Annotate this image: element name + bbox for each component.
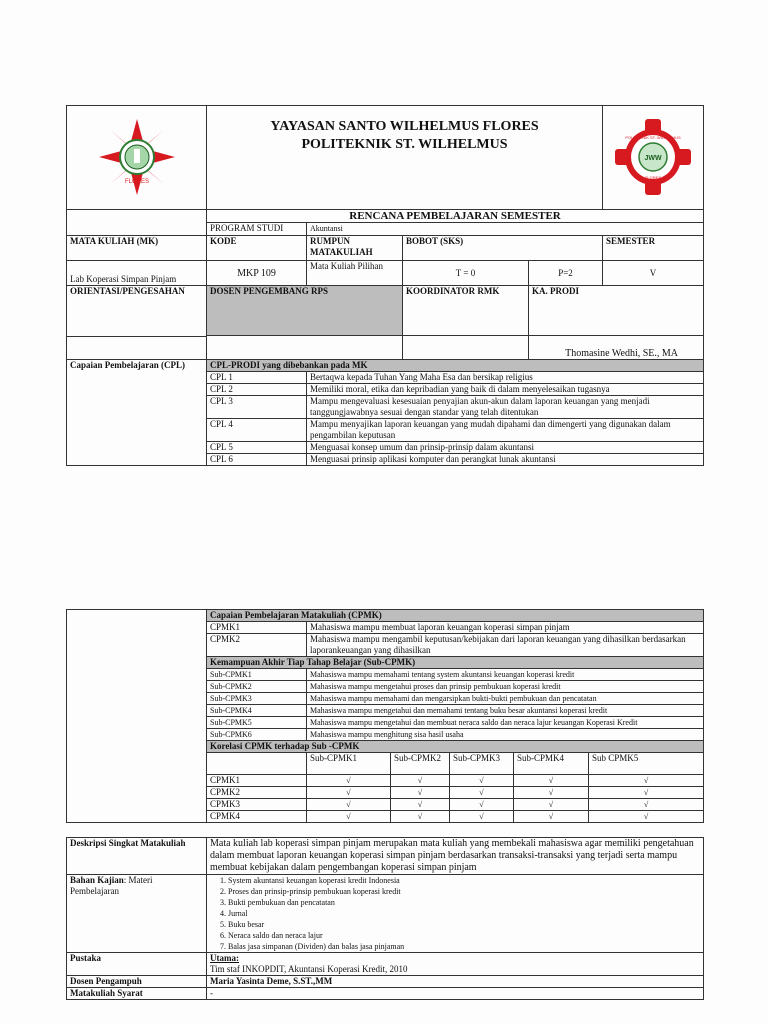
- right-logo-icon: [613, 117, 693, 197]
- korelasi-col: Sub-CPMK3: [450, 753, 514, 775]
- check-mark: √: [391, 787, 450, 799]
- check-mark: √: [391, 811, 450, 823]
- list-item: 1. System akuntansi keuangan koperasi kredit Indonesia: [228, 875, 700, 886]
- subcpmk-code: Sub-CPMK1: [207, 669, 307, 681]
- left-logo-cell: [67, 106, 207, 210]
- check-mark: √: [391, 799, 450, 811]
- list-item: 2. Proses dan prinsip-prinsip pembukuan koperasi kredit: [228, 886, 700, 897]
- cpmk-text: Mahasiswa mampu mengambil keputusan/kebijakan dari laporan keuangan yang dihasilkan berdasarkan laporankeuangan yang dihasilkan: [307, 634, 704, 657]
- korelasi-row-label: CPMK3: [207, 799, 307, 811]
- check-mark: √: [307, 811, 391, 823]
- list-item: 3. Bukti pembukuan dan pencatatan: [228, 897, 700, 908]
- syarat-label: Matakuliah Syarat: [67, 988, 207, 1000]
- subcpmk-code: Sub-CPMK6: [207, 729, 307, 741]
- pustaka-text: Tim staf INKOPDIT, Akuntansi Koperasi Kredit, 2010: [210, 964, 408, 974]
- orientasi-label: ORIENTASI/PENGESAHAN: [67, 286, 207, 337]
- empty-cell: [207, 753, 307, 775]
- right-logo-cell: [603, 106, 704, 210]
- orientasi-sign-table: [66, 308, 704, 360]
- bahan-label-bold: Bahan Kajian: [70, 875, 124, 885]
- subcpmk-text: Mahasiswa mampu memahami tentang system akuntansi keuangan koperasi kredit: [307, 669, 704, 681]
- check-mark: √: [589, 787, 704, 799]
- list-item: 6. Neraca saldo dan neraca lajur: [228, 930, 700, 941]
- check-mark: √: [514, 775, 589, 787]
- dosen-pengembang: DOSEN PENGEMBANG RPS: [207, 286, 403, 336]
- kaprodi: KA. PRODI: [529, 286, 704, 336]
- cpl-code: CPL 4: [207, 419, 307, 442]
- check-mark: √: [307, 787, 391, 799]
- syarat-value: -: [207, 988, 704, 1000]
- subcpmk-text: Mahasiswa mampu mengetahui dan membuat neraca saldo dan neraca lajur keuangan Koperasi Kredit: [307, 717, 704, 729]
- check-mark: √: [514, 811, 589, 823]
- korelasi-col: Sub CPMK5: [589, 753, 704, 775]
- right-logo-text: POLITEKNIK ST. WILHELMUS: [625, 135, 681, 140]
- right-logo-city: FLORES: [645, 175, 662, 180]
- course-name: Lab Koperasi Simpan Pinjam: [67, 261, 207, 286]
- rps-detail-table: [66, 609, 704, 823]
- institution-title-cell: [207, 106, 603, 210]
- check-mark: √: [514, 787, 589, 799]
- cpmk-code: CPMK1: [207, 622, 307, 634]
- check-mark: √: [391, 775, 450, 787]
- cpl-text: Bertaqwa kepada Tuhan Yang Maha Esa dan bersikap religius: [307, 372, 704, 384]
- korelasi-row-label: CPMK2: [207, 787, 307, 799]
- dosen-sign: [207, 308, 403, 359]
- list-item: 4. Jurnal: [228, 908, 700, 919]
- pustaka-cell: [207, 953, 704, 976]
- cpl-header: CPL-PRODI yang dibebankan pada MK: [207, 360, 704, 372]
- cpl-text: Menguasai prinsip aplikasi komputer dan perangkat lunak akuntansi: [307, 454, 704, 466]
- check-mark: √: [514, 799, 589, 811]
- rps-header-table: [66, 105, 704, 337]
- cpl-text: Menguasai konsep umum dan prinsip-prinsip dalam akuntansi: [307, 442, 704, 454]
- cpmk-code: CPMK2: [207, 634, 307, 657]
- left-logo-text: FLORES: [124, 179, 149, 185]
- right-logo-short: JWW: [644, 155, 662, 162]
- korelasi-col: Sub-CPMK1: [307, 753, 391, 775]
- koordinator-sign: [403, 308, 529, 359]
- cpmk-header: Capaian Pembelajaran Matakuliah (CPMK): [207, 610, 704, 622]
- cpl-code: CPL 3: [207, 396, 307, 419]
- check-mark: √: [450, 775, 514, 787]
- subcpmk-code: Sub-CPMK4: [207, 705, 307, 717]
- list-item: 5. Buku besar: [228, 919, 700, 930]
- kaprodi-name: Thomasine Wedhi, SE., MA: [529, 308, 704, 359]
- dosen-label: Dosen Pengampuh: [67, 976, 207, 988]
- check-mark: √: [450, 787, 514, 799]
- bahan-list: [210, 875, 700, 952]
- col-bobot: BOBOT (SKS): [403, 236, 603, 261]
- rps-description-table: [66, 837, 704, 1000]
- cpl-label: Capaian Pembelajaran (CPL): [67, 360, 207, 466]
- bahan-label-rest: : Materi Pembelajaran: [70, 875, 153, 896]
- korelasi-row-label: CPMK4: [207, 811, 307, 823]
- deskripsi-label: Deskripsi Singkat Matakuliah: [67, 838, 207, 875]
- polytechnic-name: POLITEKNIK ST. WILHELMUS: [301, 137, 508, 152]
- course-kode: MKP 109: [207, 261, 307, 286]
- col-kode: KODE: [207, 236, 307, 261]
- check-mark: √: [589, 811, 704, 823]
- check-mark: √: [450, 811, 514, 823]
- pustaka-utama: Utama:: [210, 953, 239, 963]
- pustaka-label: Pustaka: [67, 953, 207, 976]
- cpl-code: CPL 6: [207, 454, 307, 466]
- subcpmk-code: Sub-CPMK5: [207, 717, 307, 729]
- cpl-table: [66, 359, 704, 466]
- check-mark: √: [307, 799, 391, 811]
- col-mk: MATA KULIAH (MK): [67, 236, 207, 261]
- bahan-list-cell: [207, 875, 704, 953]
- course-t: T = 0: [403, 261, 529, 286]
- koordinator: KOORDINATOR RMK: [403, 286, 529, 336]
- subcpmk-text: Mahasiswa mampu memahami dan mengarsipkan bukti-bukti pembukuan dan pencatatan: [307, 693, 704, 705]
- cpl-code: CPL 2: [207, 384, 307, 396]
- course-rumpun: Mata Kuliah Pilihan: [307, 261, 403, 286]
- subcpmk-code: Sub-CPMK3: [207, 693, 307, 705]
- cpl-text: Memiliki moral, etika dan kepribadian yang baik di dalam menyelesaikan tugasnya: [307, 384, 704, 396]
- korelasi-header: Korelasi CPMK terhadap Sub -CPMK: [207, 741, 704, 753]
- cpl-code: CPL 5: [207, 442, 307, 454]
- check-mark: √: [589, 799, 704, 811]
- check-mark: √: [450, 799, 514, 811]
- subcpmk-code: Sub-CPMK2: [207, 681, 307, 693]
- check-mark: √: [307, 775, 391, 787]
- bahan-label: [67, 875, 207, 953]
- empty-cell: [67, 210, 207, 236]
- subcpmk-text: Mahasiswa mampu menghitung sisa hasil usaha: [307, 729, 704, 741]
- korelasi-row-label: CPMK1: [207, 775, 307, 787]
- cpl-text: Mampu menyajikan laporan keuangan yang mudah dipahami dan dimengerti yang digunakan dalam pengambilan keputusan: [307, 419, 704, 442]
- korelasi-col: Sub-CPMK4: [514, 753, 589, 775]
- col-rumpun: RUMPUN MATAKULIAH: [307, 236, 403, 261]
- subcpmk-header: Kemampuan Akhir Tiap Tahap Belajar (Sub-CPMK): [207, 657, 704, 669]
- check-mark: √: [589, 775, 704, 787]
- col-semester: SEMESTER: [603, 236, 704, 261]
- cpl-text: Mampu mengevaluasi kesesuaian penyajian akun-akun dalam laporan keuangan yang menjadi tanggungjawabnya sesuai dengan standar yang telah ditentukan: [307, 396, 704, 419]
- korelasi-col: Sub-CPMK2: [391, 753, 450, 775]
- course-semester: V: [603, 261, 704, 286]
- program-value: Akuntansi: [307, 223, 704, 236]
- dosen-value: Maria Yasinta Deme, S.ST.,MM: [207, 976, 704, 988]
- deskripsi-text: Mata kuliah lab koperasi simpan pinjam merupakan mata kuliah yang membekali mahasiswa agar memiliki pengetahuan dalam membuat laporan keuangan koperasi simpan pinjam berdasarkan transaksi-transaksi yang terjadi serta mampu membuat kebijakan dalam pengembangan koperasi simpan pinjam: [207, 838, 704, 875]
- left-logo-icon: [97, 117, 177, 197]
- institution-name: YAYASAN SANTO WILHELMUS FLORES: [270, 119, 539, 134]
- subcpmk-text: Mahasiswa mampu mengetahui dan memahami tentang buku besar akuntansi koperasi kredit: [307, 705, 704, 717]
- empty-cell: [67, 610, 207, 823]
- list-item: 7. Balas jasa simpanan (Dividen) dan balas jasa pinjaman: [228, 941, 700, 952]
- cpl-code: CPL 1: [207, 372, 307, 384]
- cpmk-text: Mahasiswa mampu membuat laporan keuangan koperasi simpan pinjam: [307, 622, 704, 634]
- subcpmk-text: Mahasiswa mampu mengetahui proses dan prinsip pembukuan koperasi kredit: [307, 681, 704, 693]
- empty-cell: [67, 308, 207, 359]
- rps-title: RENCANA PEMBELAJARAN SEMESTER: [207, 210, 704, 223]
- program-label: PROGRAM STUDI: [207, 223, 307, 236]
- course-p: P=2: [529, 261, 603, 286]
